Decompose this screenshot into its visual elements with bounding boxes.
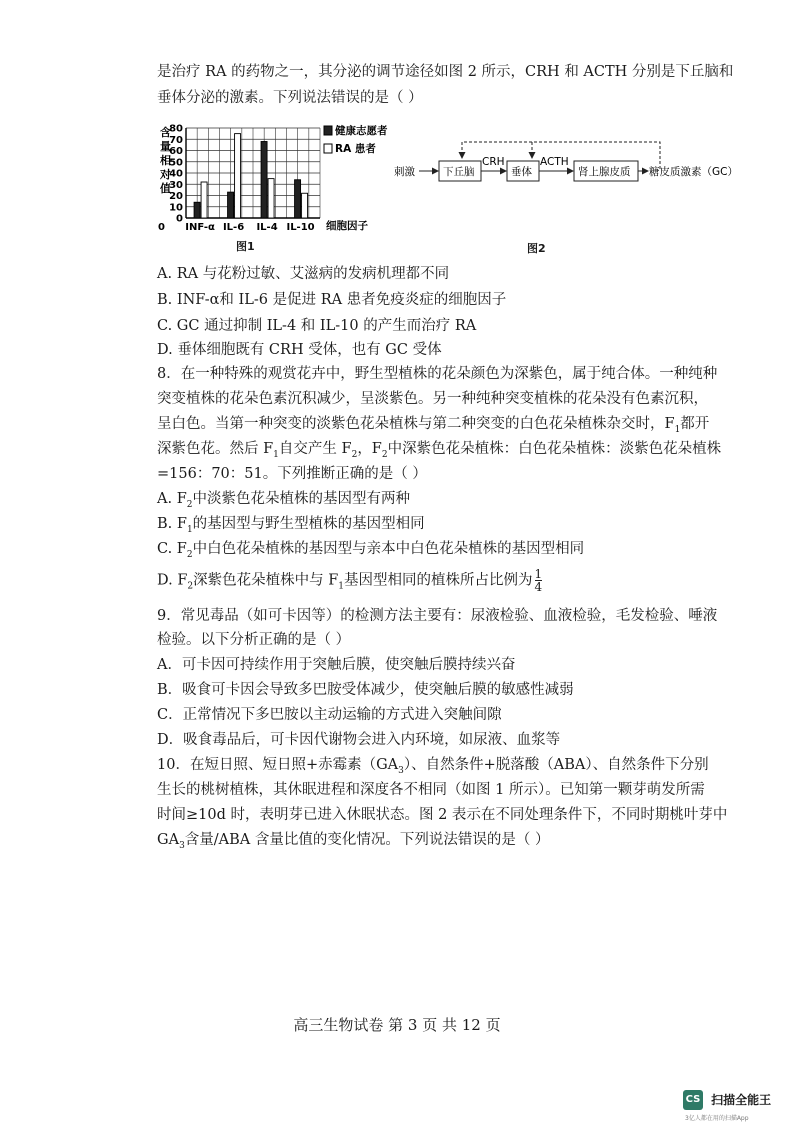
q8-line-2: 突变植株的花朵色素沉积减少，呈淡紫色。另一种纯种突变植株的花朵没有色素沉积， <box>157 391 708 407</box>
stimulus-label: 刺激 <box>394 166 415 178</box>
q8-line-5: =156：70：51。下列推断正确的是（ ） <box>157 466 427 482</box>
watermark-subtitle: 3亿人都在用的扫描App <box>685 1115 749 1122</box>
x-axis-label: 细胞因子 <box>326 220 368 232</box>
y-tick-label: 50 <box>169 157 183 169</box>
y-tick-label: 20 <box>169 191 183 202</box>
q10-line-3: 时间≥10d 时，表明芽已进入休眠状态。图 2 表示在不同处理条件下，不同时期桃叶芽中 <box>157 807 728 823</box>
q9-line-2: 检验。以下分析正确的是（ ） <box>157 632 351 648</box>
y-tick-label: 40 <box>169 168 183 180</box>
y-axis-label-char: 对 <box>160 168 171 181</box>
q9-option-c: C．正常情况下多巴胺以主动运输的方式进入突触间隙 <box>157 707 502 723</box>
scanner-watermark <box>683 1089 772 1122</box>
bar-healthy <box>228 192 234 218</box>
q8-line-1: 8．在一种特殊的观赏花卉中，野生型植株的花朵颜色为深紫色，属于纯合体。一种纯种 <box>157 366 718 382</box>
q8-line-3: 呈白色。当第一种突变的淡紫色花朵植株与第二种突变的白色花朵植株杂交时，$F_1$都开 <box>157 416 710 435</box>
y-tick-label: 10 <box>169 202 183 214</box>
fig1-caption: 图1 <box>236 240 255 253</box>
legend-label: RA 患者 <box>335 143 376 155</box>
q8-option-a: A. $F_2$中淡紫色花朵植株的基因型有两种 <box>157 491 410 510</box>
bar-healthy <box>261 142 267 219</box>
y-tick-label: 30 <box>169 179 183 191</box>
x-tick-label: INF-α <box>185 222 215 233</box>
fraction: $\frac{1}{4}$ <box>534 567 543 594</box>
q7-option-c: C. GC 通过抑制 IL-4 和 IL-10 的产生而治疗 RA <box>157 318 477 334</box>
q8-option-c: C. $F_2$中白色花朵植株的基因型与亲本中白色花朵植株的基因型相同 <box>157 541 585 560</box>
x-tick-label: IL-10 <box>286 222 315 233</box>
q10-line-2: 生长的桃树植株，其休眠进程和深度各不相同（如图 1 所示）。已知第一颗芽萌发所需 <box>157 782 705 798</box>
gc-label: 糖皮质激素（GC） <box>649 166 738 178</box>
q8-line-4: 深紫色花。然后 $F_1$自交产生 $F_2$，$F_2$中深紫色花朵植株：白色花朵植株：淡紫色花朵植株 <box>157 441 722 460</box>
bar-ra <box>302 193 308 218</box>
intro-line-2: 垂体分泌的激素。下列说法错误的是（ ） <box>157 90 423 106</box>
pathway-diagram <box>392 132 738 207</box>
y-origin-label: 0 <box>158 222 165 233</box>
fig2-caption: 图2 <box>527 242 546 255</box>
q9-option-b: B．吸食可卡因会导致多巴胺受体减少，使突触后膜的敏感性减弱 <box>157 682 574 698</box>
legend-swatch <box>324 144 332 153</box>
intro-line-1: 是治疗 RA 的药物之一，其分泌的调节途径如图 2 所示，CRH 和 ACTH 分别是下丘脑和 <box>157 64 734 80</box>
crh-label: CRH <box>482 156 505 168</box>
legend-swatch <box>324 126 332 135</box>
y-tick-label: 80 <box>169 123 183 135</box>
q7-option-d: D. 垂体细胞既有 CRH 受体，也有 GC 受体 <box>157 342 442 358</box>
camscanner-logo-icon: CS <box>683 1090 703 1110</box>
watermark-name: 扫描全能王 <box>711 1093 772 1107</box>
bar-ra <box>268 179 274 218</box>
bar-healthy <box>194 202 200 218</box>
q8-option-b: B. $F_1$的基因型与野生型植株的基因型相同 <box>157 516 425 535</box>
y-axis-label-char: 值 <box>160 182 171 195</box>
q10-line-4: $GA_3$含量/ABA 含量比值的变化情况。下列说法错误的是（ ） <box>157 832 550 851</box>
x-tick-label: IL-6 <box>222 222 245 233</box>
q10-line-1: 10．在短日照、短日照+赤霉素$(GA_3)$、自然条件+脱落酸（ABA）、自然条件下分别 <box>157 757 709 776</box>
y-tick-label: 0 <box>176 213 183 225</box>
hypothalamus-label: 下丘脑 <box>443 166 475 178</box>
acth-label: ACTH <box>540 156 569 168</box>
adrenal-label: 肾上腺皮质 <box>578 166 631 178</box>
page-footer: 高三生物试卷 第 3 页 共 12 页 <box>293 1016 501 1034</box>
q8-option-d: D. $F_2$深紫色花朵植株中与 $F_1$基因型相同的植株所占比例为 $\frac{1}{4}$ <box>157 567 543 594</box>
y-tick-label: 70 <box>169 134 183 146</box>
x-tick-label: IL-4 <box>256 222 278 233</box>
y-axis-label-char: 含 <box>160 126 171 139</box>
bar-healthy <box>295 180 301 218</box>
y-axis-label-char: 量 <box>160 140 171 153</box>
y-axis-label-char: 相 <box>160 154 171 167</box>
bar-chart <box>158 120 388 255</box>
pituitary-label: 垂体 <box>511 166 532 178</box>
q7-option-a: A. RA 与花粉过敏、艾滋病的发病机理都不同 <box>157 266 450 282</box>
q7-option-b: B. INF-α和 IL-6 是促进 RA 患者免疫炎症的细胞因子 <box>157 292 507 308</box>
q9-option-d: D．吸食毒品后，可卡因代谢物会进入内环境，如尿液、血浆等 <box>157 732 561 748</box>
bar-ra <box>201 182 207 218</box>
y-tick-label: 60 <box>169 146 183 157</box>
bar-ra <box>235 134 241 218</box>
legend-label: 健康志愿者 <box>335 125 388 137</box>
q9-line-1: 9．常见毒品（如可卡因等）的检测方法主要有：尿液检验、血液检验，毛发检验、唾液 <box>157 608 718 624</box>
q9-option-a: A．可卡因可持续作用于突触后膜，使突触后膜持续兴奋 <box>157 657 516 673</box>
